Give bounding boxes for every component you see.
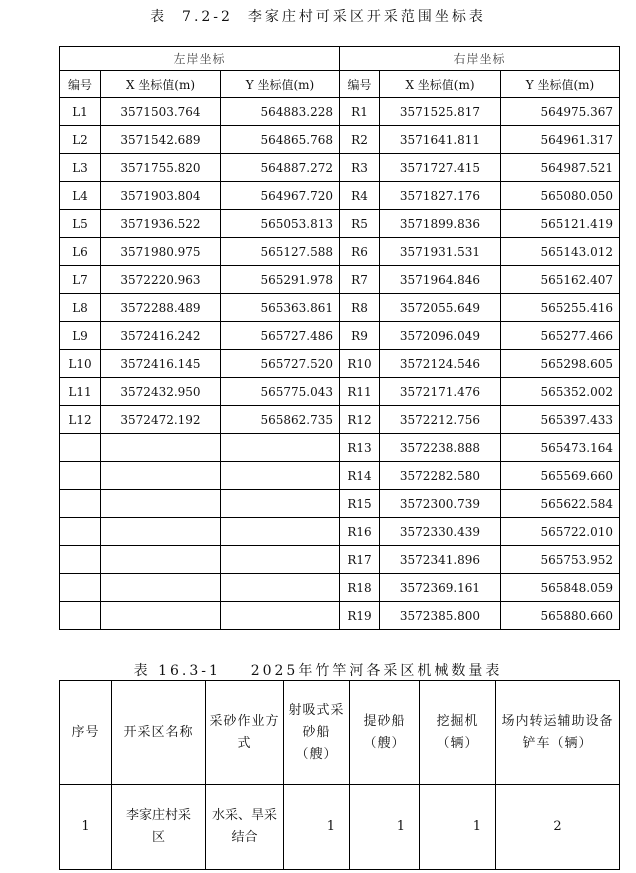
table-row bbox=[60, 294, 620, 322]
cell-excavator: 1 bbox=[420, 785, 496, 870]
table-row bbox=[60, 182, 620, 210]
left-y-coordinate: 564887.272 bbox=[221, 154, 340, 182]
table2-title: 表 16.3-1 2025年竹竿河各采区机械数量表 bbox=[133, 663, 503, 679]
table1-title: 表 7.2-2 李家庄村可采区开采范围坐标表 bbox=[150, 9, 486, 25]
right-y-coordinate: 565848.059 bbox=[501, 574, 620, 602]
right-x-coordinate: 3572300.739 bbox=[380, 490, 501, 518]
coordinate-table bbox=[59, 46, 620, 630]
right-y-coordinate: 565722.010 bbox=[501, 518, 620, 546]
table-row bbox=[60, 406, 620, 434]
right-y-coordinate: 564987.521 bbox=[501, 154, 620, 182]
right-y-coordinate: 564961.317 bbox=[501, 126, 620, 154]
right-point-id: R4 bbox=[340, 182, 380, 210]
left-point-id: L1 bbox=[60, 98, 101, 126]
left-point-id: L3 bbox=[60, 154, 101, 182]
empty-cell bbox=[60, 518, 101, 546]
table-row bbox=[60, 378, 620, 406]
header-lift-boat: 提砂船（艘） bbox=[350, 681, 420, 785]
cell-index: 1 bbox=[60, 785, 112, 870]
right-y-coordinate: 565255.416 bbox=[501, 294, 620, 322]
right-y-coordinate: 565397.433 bbox=[501, 406, 620, 434]
right-y-coordinate: 565277.466 bbox=[501, 322, 620, 350]
right-point-id: R14 bbox=[340, 462, 380, 490]
right-point-id: R10 bbox=[340, 350, 380, 378]
empty-cell bbox=[101, 434, 221, 462]
table-row bbox=[60, 126, 620, 154]
table-row bbox=[60, 322, 620, 350]
right-x-coordinate: 3572124.546 bbox=[380, 350, 501, 378]
header-index: 序号 bbox=[60, 681, 112, 785]
left-point-id: L11 bbox=[60, 378, 101, 406]
left-point-id: L7 bbox=[60, 266, 101, 294]
table-row bbox=[60, 602, 620, 630]
left-point-id: L9 bbox=[60, 322, 101, 350]
table-row bbox=[60, 434, 620, 462]
cell-suction-boat: 1 bbox=[284, 785, 350, 870]
empty-cell bbox=[60, 490, 101, 518]
left-x-coordinate: 3571503.764 bbox=[101, 98, 221, 126]
right-point-id: R19 bbox=[340, 602, 380, 630]
left-x-coordinate: 3571936.522 bbox=[101, 210, 221, 238]
right-x-coordinate: 3572282.580 bbox=[380, 462, 501, 490]
left-x-coordinate: 3571755.820 bbox=[101, 154, 221, 182]
right-y-coordinate: 565880.660 bbox=[501, 602, 620, 630]
right-y-coordinate: 565569.660 bbox=[501, 462, 620, 490]
right-x-coordinate: 3572341.896 bbox=[380, 546, 501, 574]
left-point-id: L4 bbox=[60, 182, 101, 210]
left-y-coordinate: 565053.813 bbox=[221, 210, 340, 238]
right-y-coordinate: 565352.002 bbox=[501, 378, 620, 406]
left-point-id: L10 bbox=[60, 350, 101, 378]
left-point-id: L2 bbox=[60, 126, 101, 154]
left-y-coordinate: 564967.720 bbox=[221, 182, 340, 210]
right-x-coordinate: 3571525.817 bbox=[380, 98, 501, 126]
left-y-coordinate: 565127.588 bbox=[221, 238, 340, 266]
right-y-coordinate: 565622.584 bbox=[501, 490, 620, 518]
left-y-coordinate: 564865.768 bbox=[221, 126, 340, 154]
right-point-id: R6 bbox=[340, 238, 380, 266]
cell-method: 水采、旱采结合 bbox=[206, 785, 284, 870]
col-header-y: Y 坐标值(m) bbox=[501, 71, 620, 98]
right-point-id: R8 bbox=[340, 294, 380, 322]
right-x-coordinate: 3572369.161 bbox=[380, 574, 501, 602]
header-excavator: 挖掘机（辆） bbox=[420, 681, 496, 785]
right-point-id: R2 bbox=[340, 126, 380, 154]
left-x-coordinate: 3571903.804 bbox=[101, 182, 221, 210]
left-x-coordinate: 3572220.963 bbox=[101, 266, 221, 294]
table-row bbox=[60, 154, 620, 182]
left-point-id: L6 bbox=[60, 238, 101, 266]
table-row bbox=[60, 350, 620, 378]
empty-cell bbox=[221, 462, 340, 490]
left-y-coordinate: 565727.520 bbox=[221, 350, 340, 378]
left-y-coordinate: 565363.861 bbox=[221, 294, 340, 322]
col-header-x: X 坐标值(m) bbox=[101, 71, 221, 98]
left-point-id: L5 bbox=[60, 210, 101, 238]
col-header-y: Y 坐标值(m) bbox=[221, 71, 340, 98]
empty-cell bbox=[221, 602, 340, 630]
right-x-coordinate: 3571899.836 bbox=[380, 210, 501, 238]
empty-cell bbox=[221, 574, 340, 602]
header-suction-boat: 射吸式采砂船（艘） bbox=[284, 681, 350, 785]
empty-cell bbox=[60, 434, 101, 462]
right-x-coordinate: 3572171.476 bbox=[380, 378, 501, 406]
right-point-id: R7 bbox=[340, 266, 380, 294]
table-row bbox=[60, 546, 620, 574]
table-row bbox=[60, 266, 620, 294]
cell-loader: 2 bbox=[496, 785, 620, 870]
header-method: 采砂作业方式 bbox=[206, 681, 284, 785]
left-point-id: L8 bbox=[60, 294, 101, 322]
empty-cell bbox=[60, 602, 101, 630]
table-row bbox=[60, 490, 620, 518]
left-x-coordinate: 3572416.242 bbox=[101, 322, 221, 350]
right-x-coordinate: 3571641.811 bbox=[380, 126, 501, 154]
empty-cell bbox=[101, 490, 221, 518]
empty-cell bbox=[101, 574, 221, 602]
cell-lift-boat: 1 bbox=[350, 785, 420, 870]
left-x-coordinate: 3572416.145 bbox=[101, 350, 221, 378]
table-row bbox=[60, 462, 620, 490]
table-row bbox=[60, 98, 620, 126]
right-point-id: R9 bbox=[340, 322, 380, 350]
left-y-coordinate: 565775.043 bbox=[221, 378, 340, 406]
empty-cell bbox=[221, 434, 340, 462]
table-row bbox=[60, 518, 620, 546]
right-x-coordinate: 3571827.176 bbox=[380, 182, 501, 210]
right-y-coordinate: 565753.952 bbox=[501, 546, 620, 574]
col-header-x: X 坐标值(m) bbox=[380, 71, 501, 98]
right-point-id: R13 bbox=[340, 434, 380, 462]
right-x-coordinate: 3571931.531 bbox=[380, 238, 501, 266]
left-bank-header: 左岸坐标 bbox=[60, 47, 340, 71]
left-y-coordinate: 565862.735 bbox=[221, 406, 340, 434]
left-x-coordinate: 3572472.192 bbox=[101, 406, 221, 434]
right-y-coordinate: 565080.050 bbox=[501, 182, 620, 210]
left-y-coordinate: 565291.978 bbox=[221, 266, 340, 294]
left-x-coordinate: 3571542.689 bbox=[101, 126, 221, 154]
right-point-id: R3 bbox=[340, 154, 380, 182]
right-x-coordinate: 3572238.888 bbox=[380, 434, 501, 462]
right-point-id: R18 bbox=[340, 574, 380, 602]
empty-cell bbox=[221, 546, 340, 574]
right-y-coordinate: 565162.407 bbox=[501, 266, 620, 294]
right-point-id: R12 bbox=[340, 406, 380, 434]
empty-cell bbox=[101, 546, 221, 574]
right-x-coordinate: 3572330.439 bbox=[380, 518, 501, 546]
right-y-coordinate: 565473.164 bbox=[501, 434, 620, 462]
right-y-coordinate: 564975.367 bbox=[501, 98, 620, 126]
table-row bbox=[60, 210, 620, 238]
empty-cell bbox=[101, 518, 221, 546]
right-x-coordinate: 3571964.846 bbox=[380, 266, 501, 294]
right-point-id: R1 bbox=[340, 98, 380, 126]
right-y-coordinate: 565121.419 bbox=[501, 210, 620, 238]
right-x-coordinate: 3572385.800 bbox=[380, 602, 501, 630]
header-area-name: 开采区名称 bbox=[112, 681, 206, 785]
empty-cell bbox=[221, 518, 340, 546]
header-loader: 场内转运辅助设备铲车（辆） bbox=[496, 681, 620, 785]
left-x-coordinate: 3572432.950 bbox=[101, 378, 221, 406]
empty-cell bbox=[101, 462, 221, 490]
right-point-id: R17 bbox=[340, 546, 380, 574]
right-point-id: R16 bbox=[340, 518, 380, 546]
right-y-coordinate: 565298.605 bbox=[501, 350, 620, 378]
left-y-coordinate: 564883.228 bbox=[221, 98, 340, 126]
empty-cell bbox=[60, 462, 101, 490]
machinery-table bbox=[59, 680, 620, 870]
right-point-id: R11 bbox=[340, 378, 380, 406]
cell-area-name: 李家庄村采区 bbox=[112, 785, 206, 870]
empty-cell bbox=[221, 490, 340, 518]
left-x-coordinate: 3572288.489 bbox=[101, 294, 221, 322]
empty-cell bbox=[60, 546, 101, 574]
right-x-coordinate: 3572055.649 bbox=[380, 294, 501, 322]
empty-cell bbox=[101, 602, 221, 630]
col-header-id: 编号 bbox=[340, 71, 380, 98]
right-x-coordinate: 3571727.415 bbox=[380, 154, 501, 182]
table-row bbox=[60, 238, 620, 266]
empty-cell bbox=[60, 574, 101, 602]
right-point-id: R5 bbox=[340, 210, 380, 238]
right-y-coordinate: 565143.012 bbox=[501, 238, 620, 266]
right-bank-header: 右岸坐标 bbox=[340, 47, 620, 71]
right-x-coordinate: 3572212.756 bbox=[380, 406, 501, 434]
table-row bbox=[60, 574, 620, 602]
right-point-id: R15 bbox=[340, 490, 380, 518]
left-x-coordinate: 3571980.975 bbox=[101, 238, 221, 266]
left-point-id: L12 bbox=[60, 406, 101, 434]
right-x-coordinate: 3572096.049 bbox=[380, 322, 501, 350]
col-header-id: 编号 bbox=[60, 71, 101, 98]
left-y-coordinate: 565727.486 bbox=[221, 322, 340, 350]
